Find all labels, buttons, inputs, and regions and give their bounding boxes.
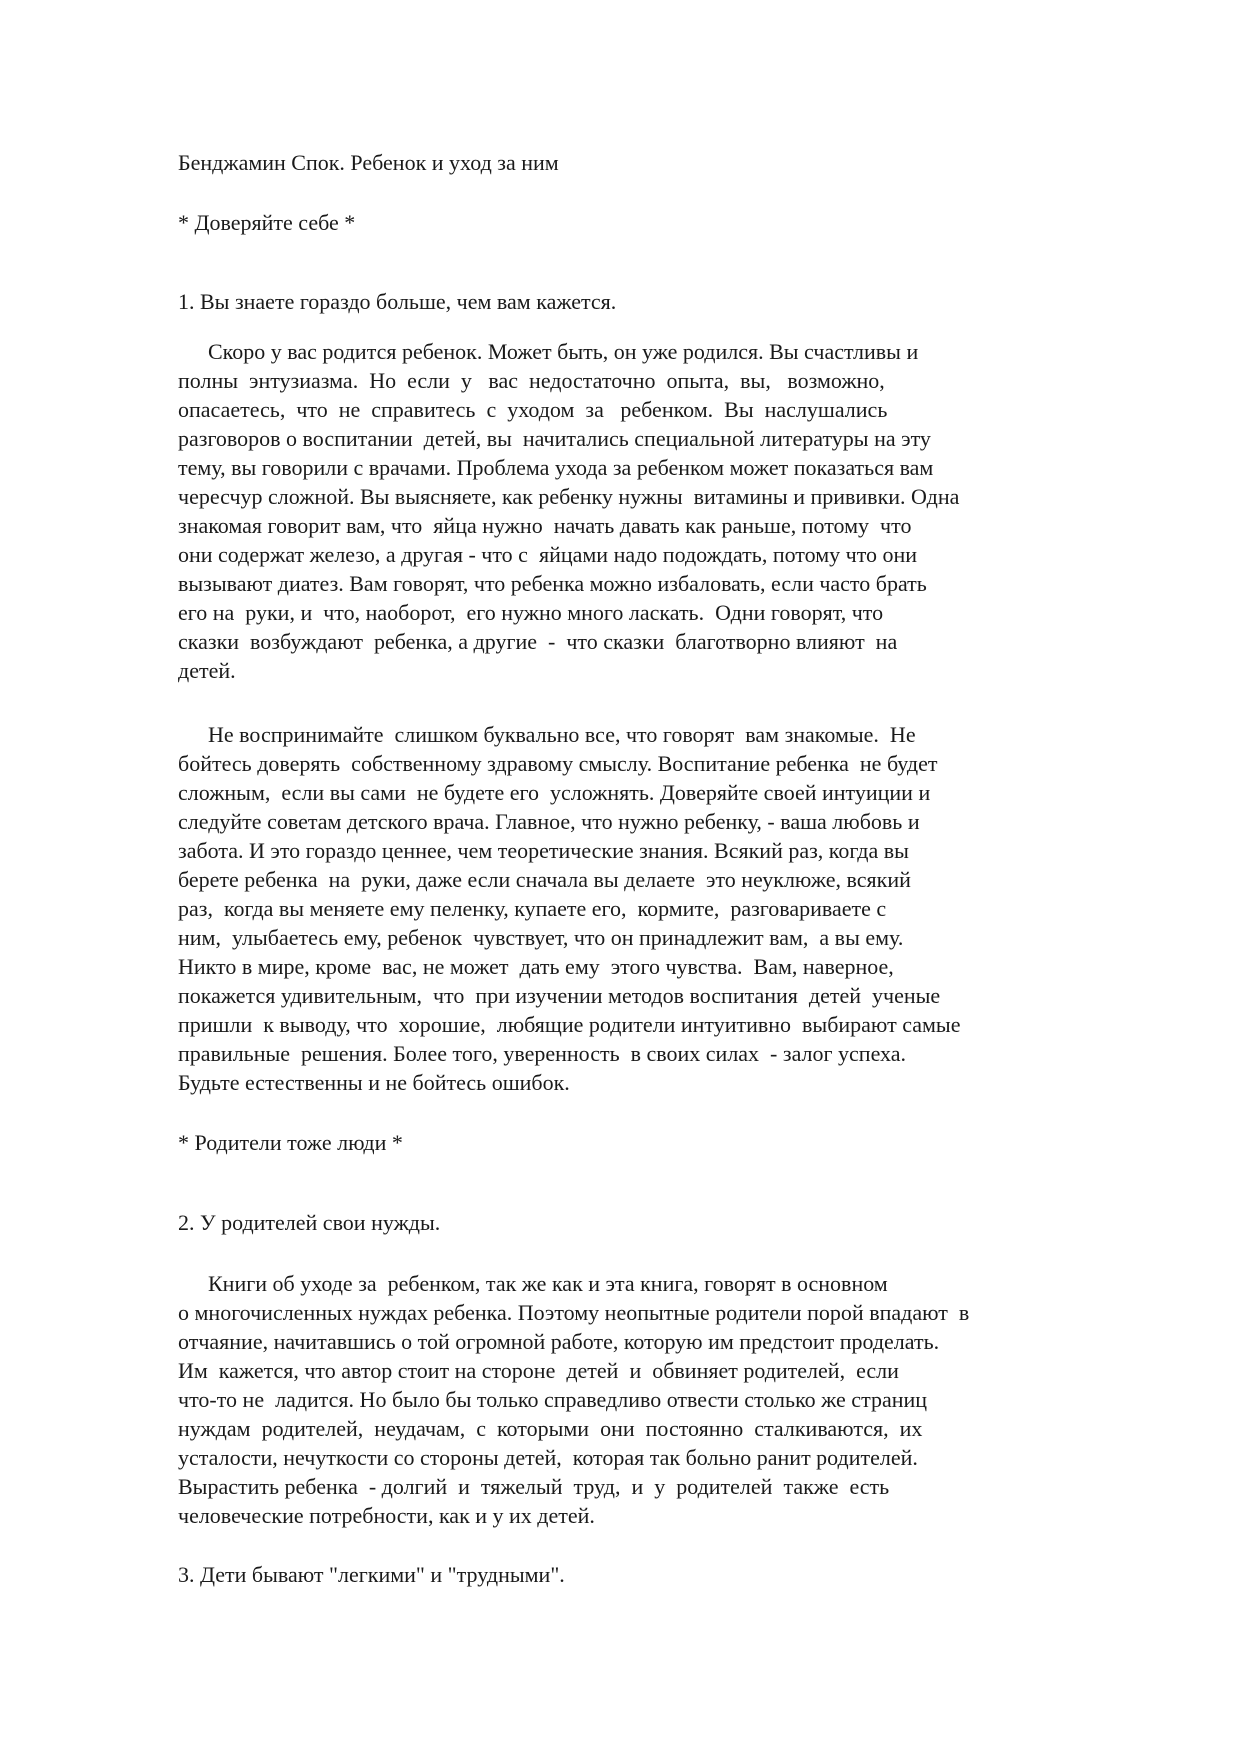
paragraph-line: правильные решения. Более того, уверенность в своих силах - залог успеха. [178, 1041, 907, 1066]
paragraph-line: берете ребенка на руки, даже если сначала вы делаете это неуклюже, всякий [178, 867, 911, 892]
paragraph-line: отчаяние, начитавшись о той огромной работе, которую им предстоит проделать. [178, 1329, 940, 1354]
paragraph-line: что-то не ладится. Но было бы только справедливо отвести столько же страниц [178, 1387, 928, 1412]
paragraph-line: его на руки, и что, наоборот, его нужно много ласкать. Одни говорят, что [178, 600, 884, 625]
item-heading-2 [178, 1208, 1098, 1237]
paragraph-line: детей. [178, 658, 236, 683]
paragraph-line: чересчур сложной. Вы выясняете, как ребенку нужны витамины и прививки. Одна [178, 484, 960, 509]
title-line: Бенджамин Спок. Ребенок и уход за ним [178, 150, 559, 175]
section-heading-line: * Родители тоже люди * [178, 1130, 403, 1155]
paragraph-line: Не воспринимайте слишком буквально все, что говорят вам знакомые. Не [208, 722, 916, 747]
paragraph-line: Никто в мире, кроме вас, не может дать ему этого чувства. Вам, наверное, [178, 954, 894, 979]
section-heading-trust-yourself [178, 208, 1098, 237]
paragraph-line: тему, вы говорили с врачами. Проблема ухода за ребенком может показаться вам [178, 455, 934, 480]
paragraph-line: вызывают диатез. Вам говорят, что ребенка можно избаловать, если часто брать [178, 571, 927, 596]
paragraph-2 [178, 720, 1098, 1097]
item-heading-line: 2. У родителей свои нужды. [178, 1210, 441, 1235]
document-title [178, 148, 1098, 177]
item-heading-1 [178, 287, 1098, 316]
paragraph-line: бойтесь доверять собственному здравому смыслу. Воспитание ребенка не будет [178, 751, 938, 776]
paragraph-line: покажется удивительным, что при изучении методов воспитания детей ученые [178, 983, 941, 1008]
paragraph-line: усталости, нечуткости со стороны детей, которая так больно ранит родителей. [178, 1445, 918, 1470]
paragraph-line: сказки возбуждают ребенка, а другие - что сказки благотворно влияют на [178, 629, 898, 654]
paragraph-line: забота. И это гораздо ценнее, чем теоретические знания. Всякий раз, когда вы [178, 838, 909, 863]
item-heading-line: 1. Вы знаете гораздо больше, чем вам кажется. [178, 289, 617, 314]
section-heading-line: * Доверяйте себе * [178, 210, 356, 235]
paragraph-line: человеческие потребности, как и у их детей. [178, 1503, 595, 1528]
paragraph-line: Будьте естественны и не бойтесь ошибок. [178, 1070, 570, 1095]
paragraph-line: Книги об уходе за ребенком, так же как и эта книга, говорят в основном [208, 1271, 888, 1296]
paragraph-line: опасаетесь, что не справитесь с уходом за ребенком. Вы наслушались [178, 397, 888, 422]
item-heading-3 [178, 1560, 1098, 1589]
paragraph-1 [178, 337, 1098, 685]
paragraph-line: следуйте советам детского врача. Главное, что нужно ребенку, - ваша любовь и [178, 809, 920, 834]
paragraph-line: о многочисленных нуждах ребенка. Поэтому неопытные родители порой впадают в [178, 1300, 970, 1325]
paragraph-line: полны энтузиазма. Но если у вас недостаточно опыта, вы, возможно, [178, 368, 885, 393]
paragraph-line: разговоров о воспитании детей, вы начитались специальной литературы на эту [178, 426, 931, 451]
paragraph-line: ним, улыбаетесь ему, ребенок чувствует, что он принадлежит вам, а вы ему. [178, 925, 904, 950]
paragraph-line: Им кажется, что автор стоит на стороне детей и обвиняет родителей, если [178, 1358, 899, 1383]
paragraph-line: раз, когда вы меняете ему пеленку, купаете его, кормите, разговариваете с [178, 896, 887, 921]
paragraph-line: нуждам родителей, неудачам, с которыми они постоянно сталкиваются, их [178, 1416, 923, 1441]
paragraph-3 [178, 1269, 1098, 1530]
paragraph-line: сложным, если вы сами не будете его усложнять. Доверяйте своей интуиции и [178, 780, 931, 805]
paragraph-line: Скоро у вас родится ребенок. Может быть, он уже родился. Вы счастливы и [208, 339, 919, 364]
paragraph-line: пришли к выводу, что хорошие, любящие родители интуитивно выбирают самые [178, 1012, 961, 1037]
item-heading-line: 3. Дети бывают "легкими" и "трудными". [178, 1562, 565, 1587]
paragraph-line: они содержат железо, а другая - что с яйцами надо подождать, потому что они [178, 542, 918, 567]
paragraph-line: знакомая говорит вам, что яйца нужно начать давать как раньше, потому что [178, 513, 912, 538]
section-heading-parents-are-people [178, 1128, 1098, 1157]
paragraph-line: Вырастить ребенка - долгий и тяжелый труд, и у родителей также есть [178, 1474, 890, 1499]
